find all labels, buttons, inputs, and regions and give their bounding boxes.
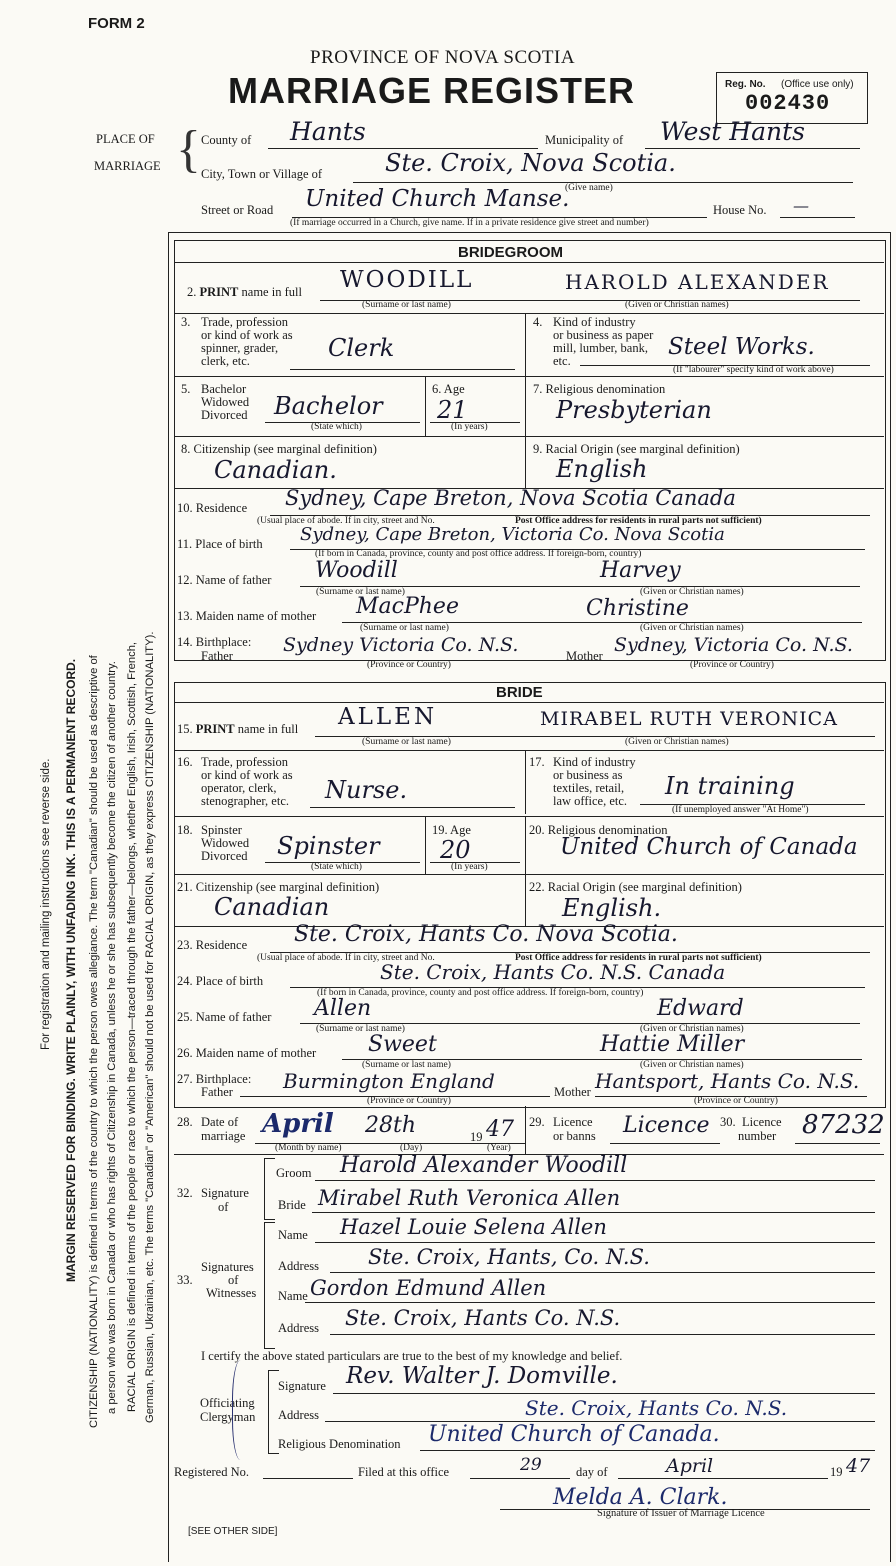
groom-n5: 5. [181, 382, 191, 396]
witness1-address: Ste. Croix, Hants, Co. N.S. [368, 1245, 650, 1269]
municipality-value: West Hants [660, 117, 805, 146]
bride-religion-label: 20. Religious denomination [529, 823, 668, 837]
groom-father-given-caption: (Given or Christian names) [640, 587, 744, 597]
groom-surname: WOODILL [340, 267, 474, 293]
sig-label-1: Signature [201, 1186, 249, 1200]
groom-father-bp-caption: (Province or Country) [367, 660, 451, 670]
sig-bracket-2 [264, 1222, 275, 1349]
groom-racial-label: 9. Racial Origin (see marginal definition) [533, 442, 740, 456]
groom-age-label: 6. Age [432, 382, 465, 396]
county-label: County of [201, 133, 252, 147]
groom-racial-value: English [556, 455, 648, 483]
licence-no-n30: 30. [720, 1115, 736, 1129]
groom-mother-given-caption: (Given or Christian names) [640, 623, 744, 633]
marriage-date-label-1: Date of [201, 1115, 239, 1129]
bride-residence-label: 23. Residence [177, 938, 248, 952]
groom-state-value: Bachelor [274, 392, 383, 420]
groom-birthplace-value: Sydney, Cape Breton, Victoria Co. Nova Scotia [300, 524, 725, 545]
groom-industry-label-3: mill, lumber, bank, [553, 341, 648, 355]
groom-father-label: 12. Name of father [177, 573, 272, 587]
officiant-signature: Rev. Walter J. Domville. [346, 1363, 618, 1389]
sig-n32: 32. [177, 1186, 193, 1200]
bride-birthplace-value: Ste. Croix, Hants Co. N.S. Canada [380, 960, 726, 984]
bride-father-bp-caption: (Province or Country) [367, 1096, 451, 1106]
groom-mother-surname-caption: (Surname or last name) [360, 623, 449, 633]
place-label-1: PLACE OF [96, 132, 155, 146]
bride-racial-label: 22. Racial Origin (see marginal definition) [529, 880, 742, 894]
bride-mother-bp-label: Mother [554, 1085, 591, 1099]
groom-given-caption: (Given or Christian names) [625, 300, 729, 310]
marriage-year-prefix: 19 [470, 1130, 483, 1144]
groom-trade-label-2: or kind of work as [201, 328, 293, 342]
licence-label-1: Licence [553, 1115, 593, 1129]
licence-no-label-1: Licence [742, 1115, 782, 1129]
bride-surname: ALLEN [338, 704, 438, 730]
day-of-label: day of [576, 1465, 608, 1479]
margin-line-3: CITIZENSHIP (NATIONALITY) is defined in terms of the country to which the person owes allegiance. The term "Canadian" should be used as descriptive of [88, 655, 100, 1428]
bride-citizenship-value: Canadian [214, 893, 330, 921]
place-brace: { [176, 121, 201, 178]
bride-age-value: 20 [440, 836, 471, 864]
officiant-religion-label: Religious Denomination [278, 1437, 401, 1451]
witness2-name: Gordon Edmund Allen [310, 1276, 547, 1300]
bride-heading: BRIDE [496, 684, 543, 701]
witness2-address-label: Address [278, 1321, 319, 1335]
groom-sig-label: Groom [276, 1166, 312, 1180]
groom-residence-label: 10. Residence [177, 501, 248, 515]
margin-line-4: a person who was born in Canada or who has rights of Citizenship in Canada, unless he or she has subsequently become the citizen of another country. [106, 661, 118, 1414]
bride-industry-label-1: Kind of industry [553, 755, 636, 769]
licence-n29: 29. [529, 1115, 545, 1129]
bridegroom-heading: BRIDEGROOM [458, 244, 563, 261]
bride-birthplaces-label: 27. Birthplace: [177, 1072, 252, 1086]
form-label: FORM 2 [88, 15, 145, 32]
bride-father-surname: Allen [314, 996, 372, 1021]
groom-state-label-1: Bachelor [201, 382, 247, 396]
bride-print-label: 15. PRINT name in full [177, 722, 299, 736]
groom-mother-surname: MacPhee [356, 594, 459, 619]
bride-sig-label: Bride [278, 1198, 306, 1212]
groom-state-label-2: Widowed [201, 395, 250, 409]
bride-industry-label-2: or business as [553, 768, 623, 782]
licence-value: Licence [623, 1113, 710, 1138]
margin-line-6: German, Russian, Ukrainian, etc. The terms "Canadian" or "American" should not be used for RACIAL ORIGIN, as they express CITIZENSHIP (NATIONALITY). [144, 631, 156, 1423]
groom-father-given: Harvey [600, 558, 681, 583]
bride-state-label-1: Spinster [201, 823, 242, 837]
groom-industry-label-4: etc. [553, 354, 571, 368]
witness2-address: Ste. Croix, Hants Co. N.S. [345, 1306, 621, 1330]
bride-father-birthplace: Burmington England [283, 1069, 495, 1093]
witness-label-2: of [228, 1273, 239, 1287]
bride-father-bp-label: Father [201, 1085, 233, 1099]
margin-line-1: For registration and mailing instructions see reverse side. [40, 758, 52, 1050]
groom-birthplace-label: 11. Place of birth [177, 537, 263, 551]
bride-citizenship-label: 21. Citizenship (see marginal definition) [177, 880, 380, 894]
groom-trade-label-4: clerk, etc. [201, 354, 250, 368]
issuer-caption: Signature of Issuer of Marriage Licence [597, 1508, 765, 1519]
page-title: MARRIAGE REGISTER [228, 70, 636, 111]
bride-mother-label: 26. Maiden name of mother [177, 1046, 317, 1060]
licence-label-2: or banns [553, 1129, 596, 1143]
bride-industry-caption: (If unemployed answer "At Home") [672, 805, 809, 815]
issuer-signature: Melda A. Clark. [553, 1485, 728, 1510]
groom-father-birthplace: Sydney Victoria Co. N.S. [283, 634, 519, 656]
bride-surname-caption: (Surname or last name) [362, 737, 451, 747]
house-value: — [793, 196, 809, 215]
municipality-label: Municipality of [545, 133, 624, 147]
bride-industry-label-3: textiles, retail, [553, 781, 625, 795]
groom-signature: Harold Alexander Woodill [340, 1153, 628, 1178]
groom-trade-value: Clerk [328, 334, 395, 362]
bride-state-label-2: Widowed [201, 836, 250, 850]
groom-n4: 4. [533, 315, 543, 329]
groom-mother-given: Christine [586, 596, 689, 621]
groom-age-caption: (In years) [451, 422, 488, 432]
city-caption: (Give name) [565, 183, 613, 193]
bride-state-label-3: Divorced [201, 849, 248, 863]
groom-mother-bp-caption: (Province or Country) [690, 660, 774, 670]
city-value: Ste. Croix, Nova Scotia. [385, 149, 676, 177]
bride-residence-caption-2: Post Office address for residents in rural parts not sufficient) [515, 953, 762, 963]
officiant-address: Ste. Croix, Hants Co. N.S. [525, 1396, 788, 1420]
officiant-scribble [232, 1360, 253, 1460]
marriage-date-label-2: marriage [201, 1129, 246, 1143]
bride-residence-caption-1: (Usual place of abode. If in city, street and No. [257, 953, 435, 963]
bride-trade-label-1: Trade, profession [201, 755, 289, 769]
reg-no-value: 002430 [745, 91, 831, 116]
bride-signature: Mirabel Ruth Veronica Allen [318, 1186, 621, 1210]
bride-father-given: Edward [657, 996, 744, 1021]
groom-father-surname-caption: (Surname or last name) [316, 587, 405, 597]
officiant-signature-label: Signature [278, 1379, 326, 1393]
groom-residence-caption-1: (Usual place of abode. If in city, street and No. [257, 516, 435, 526]
bride-birthplace-caption: (If born in Canada, province, county and post office address. If foreign-born, country) [317, 988, 644, 998]
bride-age-label: 19. Age [432, 823, 471, 837]
marriage-year-caption: (Year) [487, 1143, 511, 1153]
reg-no-note: (Office use only) [781, 79, 854, 90]
groom-state-caption: (State which) [311, 422, 362, 432]
groom-citizenship-label: 8. Citizenship (see marginal definition) [181, 442, 377, 456]
bride-mother-bp-caption: (Province or Country) [694, 1096, 778, 1106]
bride-n18: 18. [177, 823, 193, 837]
licence-no-label-2: number [738, 1129, 777, 1143]
witness-n33: 33. [177, 1273, 193, 1287]
bride-father-given-caption: (Given or Christian names) [640, 1024, 744, 1034]
sig-bracket-1 [264, 1158, 275, 1220]
groom-trade-label-3: spinner, grader, [201, 341, 279, 355]
marriage-month-caption: (Month by name) [275, 1143, 342, 1153]
groom-residence-value: Sydney, Cape Breton, Nova Scotia Canada [285, 486, 736, 510]
bride-state-value: Spinster [277, 832, 380, 860]
witness1-name: Hazel Louie Selena Allen [340, 1215, 607, 1239]
bride-given-caption: (Given or Christian names) [625, 737, 729, 747]
bride-given: MIRABEL RUTH VERONICA [540, 708, 838, 730]
bride-birthplace-label: 24. Place of birth [177, 974, 264, 988]
bride-trade-value: Nurse. [325, 776, 408, 804]
bride-residence-value: Ste. Croix, Hants Co. Nova Scotia. [294, 922, 678, 947]
bride-n16: 16. [177, 755, 193, 769]
filed-day: 29 [520, 1455, 542, 1475]
groom-industry-caption: (If "labourer" specify kind of work above) [673, 365, 834, 375]
street-caption: (If marriage occurred in a Church, give name. If in a private residence give street and number) [290, 218, 649, 228]
groom-industry-value: Steel Works. [668, 334, 815, 360]
witness-label-3: Witnesses [206, 1286, 257, 1300]
filed-year-prefix: 19 [830, 1465, 843, 1479]
groom-religion-value: Presbyterian [556, 396, 712, 424]
city-label: City, Town or Village of [201, 167, 323, 181]
filed-month: April [666, 1455, 714, 1477]
witness1-address-label: Address [278, 1259, 319, 1273]
street-label: Street or Road [201, 203, 274, 217]
bride-mother-given-caption: (Given or Christian names) [640, 1060, 744, 1070]
county-value: Hants [290, 117, 366, 146]
officiant-address-label: Address [278, 1408, 319, 1422]
bride-father-surname-caption: (Surname or last name) [316, 1024, 405, 1034]
bride-industry-label-4: law office, etc. [553, 794, 628, 808]
groom-birthplaces-label: 14. Birthplace: [177, 635, 252, 649]
groom-mother-bp-label: Mother [566, 649, 603, 663]
bride-state-caption: (State which) [311, 862, 362, 872]
bride-trade-label-4: stenographer, etc. [201, 794, 290, 808]
groom-father-surname: Woodill [315, 558, 398, 583]
bride-father-label: 25. Name of father [177, 1010, 272, 1024]
groom-industry-label-1: Kind of industry [553, 315, 636, 329]
groom-mother-label: 13. Maiden name of mother [177, 609, 317, 623]
groom-birthplace-caption: (If born in Canada, province, county and post office address. If foreign-born, country) [315, 549, 642, 559]
bride-mother-surname-caption: (Surname or last name) [362, 1060, 451, 1070]
margin-line-5: RACIAL ORIGIN is defined in terms of the people or race to which the person—traced through the father—belongs, whether English, Irish, Scottish, French, [126, 641, 138, 1412]
witness1-name-label: Name [278, 1228, 308, 1242]
place-label-2: MARRIAGE [94, 159, 161, 173]
province-heading: PROVINCE OF NOVA SCOTIA [310, 47, 576, 68]
witness2-name-label: Name [278, 1289, 308, 1303]
certify-text: I certify the above stated particulars are true to the best of my knowledge and belief. [201, 1349, 623, 1363]
bride-mother-given: Hattie Miller [600, 1032, 745, 1057]
sig-label-2: of [218, 1200, 229, 1214]
groom-age-value: 21 [437, 396, 468, 424]
registered-no-label: Registered No. [174, 1465, 249, 1479]
licence-no-value: 87232 [802, 1110, 885, 1140]
groom-n3: 3. [181, 315, 191, 329]
officiant-label-1: Officiating [200, 1396, 255, 1410]
bride-racial-value: English. [562, 894, 662, 922]
groom-father-bp-label: Father [201, 649, 233, 663]
marriage-month: April [262, 1109, 334, 1139]
filed-label: Filed at this office [358, 1465, 450, 1479]
officiant-religion: United Church of Canada. [428, 1422, 720, 1447]
groom-industry-label-2: or business as paper [553, 328, 654, 342]
see-other-side: [SEE OTHER SIDE] [188, 1526, 278, 1537]
groom-given: HAROLD ALEXANDER [565, 270, 830, 294]
bride-trade-label-2: or kind of work as [201, 768, 293, 782]
filed-year: 47 [846, 1455, 871, 1477]
groom-surname-caption: (Surname or last name) [362, 300, 451, 310]
groom-citizenship-value: Canadian. [214, 456, 337, 484]
groom-print-label: 2. PRINT name in full [187, 285, 302, 299]
bride-mother-surname: Sweet [368, 1032, 437, 1057]
witness-label-1: Signatures [201, 1260, 254, 1274]
groom-state-label-3: Divorced [201, 408, 248, 422]
bride-n17: 17. [529, 755, 545, 769]
groom-trade-label-1: Trade, profession [201, 315, 289, 329]
groom-religion-label: 7. Religious denomination [533, 382, 666, 396]
street-value: United Church Manse. [305, 186, 570, 212]
marriage-n28: 28. [177, 1115, 193, 1129]
groom-residence-caption-2: Post Office address for residents in rural parts not sufficient) [515, 516, 762, 526]
groom-mother-birthplace: Sydney, Victoria Co. N.S. [614, 634, 853, 656]
marriage-day-caption: (Day) [400, 1143, 423, 1153]
margin-line-2: MARGIN RESERVED FOR BINDING. WRITE PLAINLY, WITH UNFADING INK. THIS IS A PERMANENT RECORD. [64, 658, 78, 1282]
bride-age-caption: (In years) [451, 862, 488, 872]
reg-no-label: Reg. No. [725, 79, 766, 90]
marriage-day: 28th [365, 1113, 417, 1138]
marriage-year: 47 [486, 1117, 514, 1142]
house-label: House No. [713, 203, 767, 217]
bride-industry-value: In training [665, 772, 795, 800]
officiant-label-2: Clergyman [200, 1410, 256, 1424]
bride-mother-birthplace: Hantsport, Hants Co. N.S. [595, 1069, 860, 1093]
bride-religion-value: United Church of Canada [560, 834, 858, 860]
bride-trade-label-3: operator, clerk, [201, 781, 277, 795]
